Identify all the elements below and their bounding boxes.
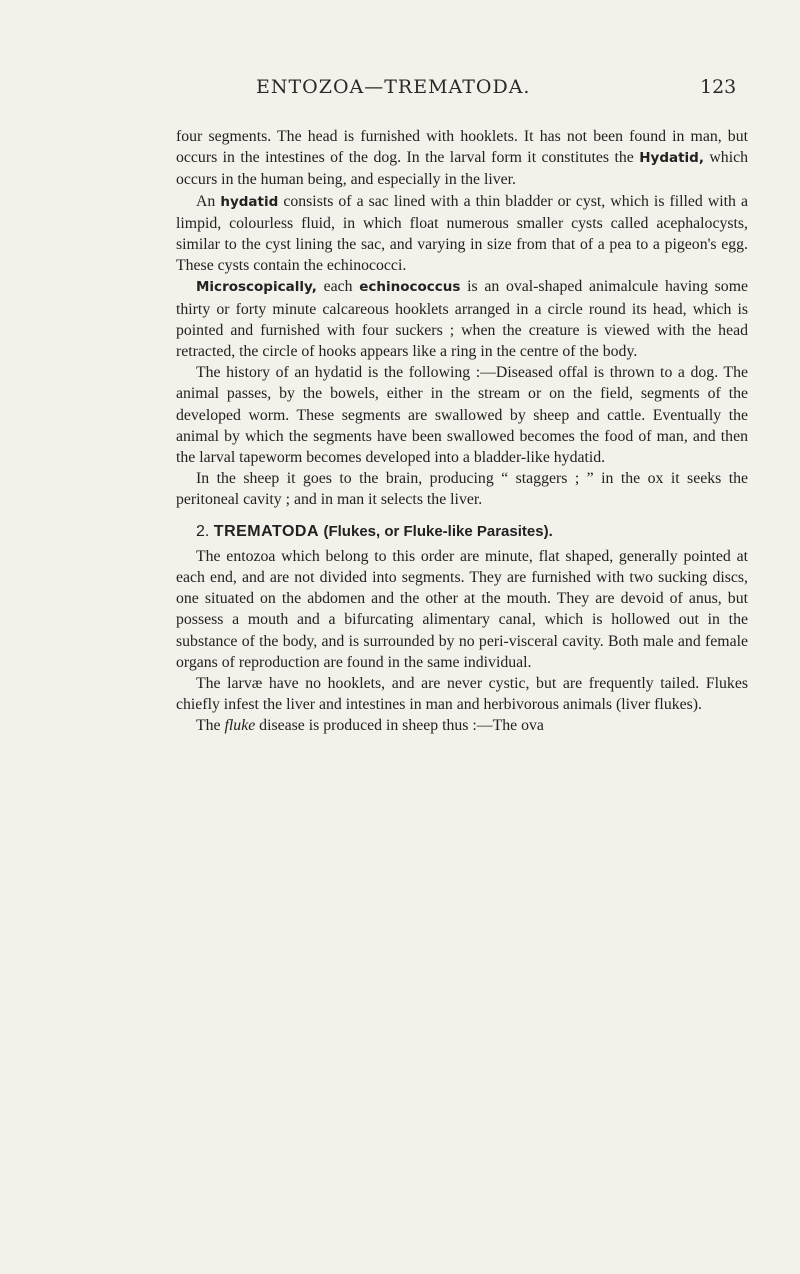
p2-text-b: consists of a sac lined with a thin bladder or cyst, which is filled with a limpid, colourless fluid, in which float numerous smaller cysts called acephalocysts, similar to the cyst lining the sac, and varying in size from that of a pea to a pigeon's egg. These cysts contain the echinococci.	[176, 192, 748, 275]
term-hydatid: hydatid	[220, 193, 279, 210]
paragraph-4: The history of an hydatid is the following :—Diseased offal is thrown to a dog. The animal passes, by the bowels, either in the stream or on the field, segments of the developed worm. These segments are swallowed by sheep and cattle. Eventually the animal by which the segments have been swallowed becomes the food of man, and then the larval tapeworm becomes developed into a bladder-like hydatid.	[176, 364, 748, 467]
term-microscopically: Microscopically,	[196, 279, 317, 296]
p3-text-b: is an oval-shaped animalcule having some thirty or forty minute calcareous hooklets arranged in a circle round its head, which is pointed and furnished with four suckers ; when the creature is viewed with the head retracted, the circle of hooks appears like a ring in the centre of the body.	[176, 278, 749, 361]
p1-text-a: four segments. The head is furnished with hooklets. It has not been found in man, but occurs in the intestines of the dog. In the larval form it constitutes the	[176, 128, 748, 167]
paragraph-5: In the sheep it goes to the brain, producing “ staggers ; ” in the ox it seeks the peritoneal cavity ; and in man it selects the liver.	[176, 470, 748, 509]
section-subtitle: (Flukes, or Fluke-like Parasites).	[323, 522, 553, 540]
paragraph-6: The entozoa which belong to this order are minute, flat shaped, generally pointed at each end, and are not divided into segments. They are furnished with two sucking discs, one situated on the abdomen and the other at the mouth. They are devoid of anus, but possess a mouth and a bifurcating alimentary canal, which is hollowed out in the substance of the body, and is surrounded by no peri-visceral cavity. Both male and female organs of reproduction are found in the same individual.	[176, 547, 748, 671]
p3-text-a: each	[323, 278, 353, 296]
page-number: 123	[700, 76, 737, 98]
body-text	[176, 126, 748, 737]
running-head: ENTOZOA—TREMATODA.	[256, 76, 531, 98]
p1-text-b: which occurs in the human being, and especially in the liver.	[176, 149, 748, 189]
paragraph-7: The larvæ have no hooklets, and are never cystic, but are frequently tailed. Flukes chiefly infest the liver and intestines in man and herbivorous animals (liver flukes).	[176, 675, 748, 714]
page-header	[0, 76, 800, 106]
term-hydatid-heading: Hydatid,	[639, 150, 704, 167]
paragraph-3	[176, 276, 748, 362]
p8-text-a: The	[196, 717, 221, 735]
p2-text-a: An	[196, 192, 216, 210]
p8-text-b: disease is produced in sheep thus :—The ova	[259, 717, 544, 735]
term-fluke: fluke	[224, 717, 256, 735]
section-heading	[176, 521, 748, 542]
section-number: 2.	[196, 522, 210, 540]
term-echinococcus: echinococcus	[359, 279, 461, 296]
paragraph-1	[176, 126, 748, 191]
paragraph-2	[176, 191, 748, 277]
paragraph-8	[176, 715, 748, 736]
section-title: TREMATODA	[213, 522, 320, 540]
